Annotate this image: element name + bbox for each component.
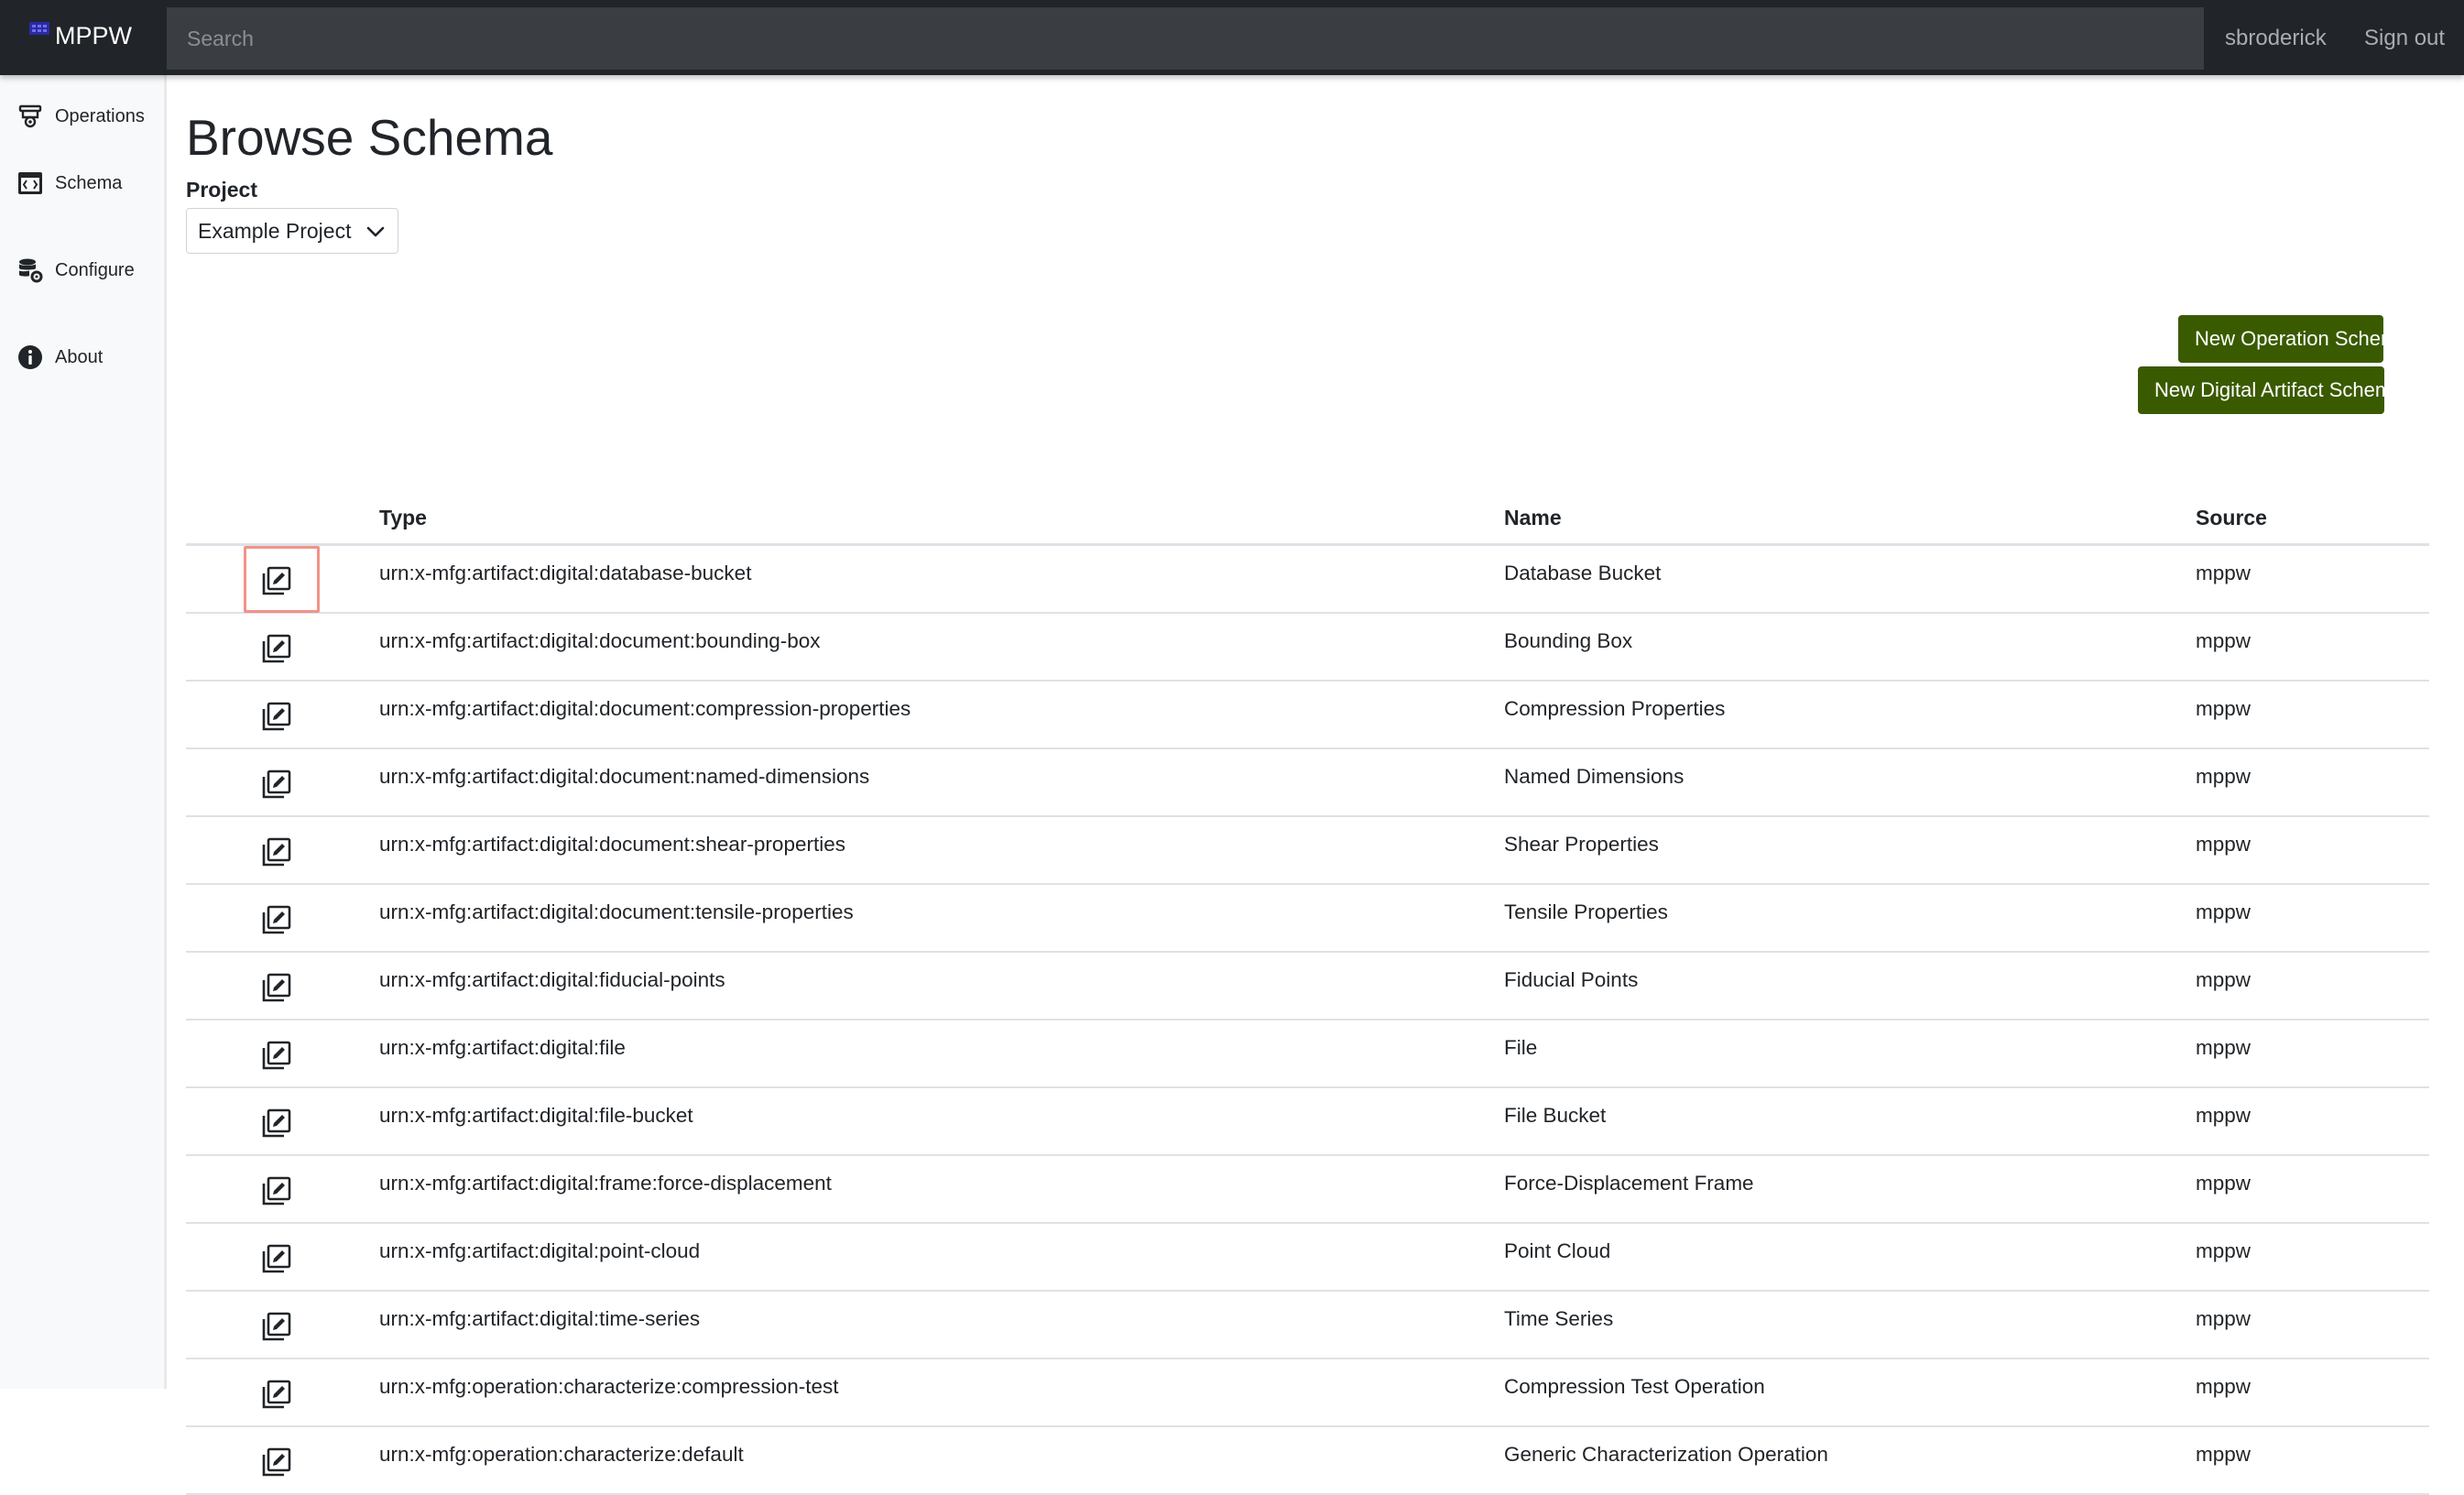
edit-icon[interactable] [261, 565, 292, 596]
cell-source: mppw [2196, 833, 2251, 856]
table-row [186, 614, 2429, 682]
cell-source: mppw [2196, 900, 2251, 923]
project-select-value: Example Project [198, 218, 352, 243]
cell-type: urn:x-mfg:artifact:digital:fiducial-points [379, 968, 725, 991]
edit-icon[interactable] [261, 701, 292, 732]
table-row [186, 1020, 2429, 1088]
table-row [186, 1359, 2429, 1427]
edit-icon[interactable] [261, 1175, 292, 1206]
cell-source: mppw [2196, 1443, 2251, 1466]
cell-type: urn:x-mfg:artifact:digital:document:bounding-box [379, 629, 821, 652]
page-title: Browse Schema [186, 109, 553, 166]
table-row [186, 749, 2429, 817]
cell-name: Named Dimensions [1504, 765, 1684, 788]
table-row [186, 1427, 2429, 1495]
cell-name: Compression Properties [1504, 697, 1726, 720]
cell-type: urn:x-mfg:artifact:digital:time-series [379, 1307, 701, 1330]
sidebar-item-operations[interactable] [16, 103, 145, 130]
brand-logo-icon [27, 20, 51, 40]
table-row [186, 817, 2429, 885]
sidebar-item-label: Operations [55, 105, 145, 126]
sidebar-item-label: Configure [55, 259, 135, 280]
cell-type: urn:x-mfg:artifact:digital:file [379, 1036, 626, 1059]
cell-source: mppw [2196, 1172, 2251, 1195]
edit-icon[interactable] [261, 1243, 292, 1274]
cell-source: mppw [2196, 1104, 2251, 1127]
cell-type: urn:x-mfg:artifact:digital:file-bucket [379, 1104, 693, 1127]
cell-name: Bounding Box [1504, 629, 1633, 652]
cell-source: mppw [2196, 629, 2251, 652]
edit-icon[interactable] [261, 769, 292, 800]
table-row [186, 546, 2429, 614]
edit-icon[interactable] [261, 972, 292, 1003]
info-icon [16, 344, 44, 371]
sidebar-item-about[interactable] [16, 344, 103, 371]
project-label: Project [186, 178, 257, 202]
cell-source: mppw [2196, 1375, 2251, 1398]
sidebar [0, 75, 167, 1389]
cell-type: urn:x-mfg:artifact:digital:frame:force-displacement [379, 1172, 832, 1195]
cell-name: Point Cloud [1504, 1239, 1611, 1262]
cell-type: urn:x-mfg:artifact:digital:database-bucket [379, 562, 752, 584]
table-row [186, 953, 2429, 1020]
schema-table [186, 423, 2429, 1495]
cell-name: Generic Characterization Operation [1504, 1443, 1828, 1466]
schema-icon [16, 169, 44, 197]
edit-icon[interactable] [261, 1446, 292, 1478]
header-source: Source [2196, 506, 2267, 529]
cell-name: Time Series [1504, 1307, 1614, 1330]
cell-type: urn:x-mfg:operation:characterize:compression-test [379, 1375, 839, 1398]
table-row [186, 1224, 2429, 1292]
cell-type: urn:x-mfg:artifact:digital:document:named-dimensions [379, 765, 870, 788]
cell-name: Database Bucket [1504, 562, 1662, 584]
project-select[interactable] [186, 208, 398, 254]
top-navbar [0, 0, 2464, 75]
edit-icon[interactable] [261, 1108, 292, 1139]
search-input[interactable] [167, 7, 2204, 70]
sign-out-link[interactable]: Sign out [2364, 26, 2446, 50]
operations-icon [16, 103, 44, 130]
table-row [186, 885, 2429, 953]
header-type: Type [379, 506, 427, 529]
cell-name: Shear Properties [1504, 833, 1659, 856]
cell-source: mppw [2196, 968, 2251, 991]
new-digital-artifact-schema-button[interactable]: New Digital Artifact Schema [2138, 366, 2384, 414]
username: sbroderick [2225, 26, 2327, 50]
cell-name: Tensile Properties [1504, 900, 1668, 923]
table-row [186, 1292, 2429, 1359]
cell-name: File Bucket [1504, 1104, 1607, 1127]
cell-type: urn:x-mfg:operation:characterize:default [379, 1443, 744, 1466]
cell-source: mppw [2196, 765, 2251, 788]
brand-name: MPPW [55, 22, 132, 49]
cell-source: mppw [2196, 1307, 2251, 1330]
edit-icon[interactable] [261, 633, 292, 664]
cell-name: Compression Test Operation [1504, 1375, 1765, 1398]
edit-icon[interactable] [261, 904, 292, 935]
cell-type: urn:x-mfg:artifact:digital:document:shear-properties [379, 833, 845, 856]
sidebar-item-schema[interactable] [16, 169, 122, 197]
main-content [167, 75, 2464, 1466]
cell-name: Force-Displacement Frame [1504, 1172, 1754, 1195]
sidebar-item-label: Schema [55, 172, 123, 193]
table-row [186, 1088, 2429, 1156]
new-operation-schema-button[interactable]: New Operation Schema [2178, 315, 2383, 363]
header-name: Name [1504, 506, 1562, 529]
table-row [186, 1156, 2429, 1224]
configure-icon [16, 256, 44, 284]
table-row [186, 682, 2429, 749]
edit-icon[interactable] [261, 836, 292, 868]
sidebar-item-configure[interactable] [16, 256, 135, 284]
table-body [186, 546, 2429, 1495]
cell-type: urn:x-mfg:artifact:digital:point-cloud [379, 1239, 701, 1262]
sidebar-item-label: About [55, 346, 104, 367]
brand[interactable] [27, 22, 132, 50]
cell-name: Fiducial Points [1504, 968, 1639, 991]
cell-source: mppw [2196, 1036, 2251, 1059]
cell-source: mppw [2196, 1239, 2251, 1262]
edit-icon[interactable] [261, 1311, 292, 1342]
cell-name: File [1504, 1036, 1538, 1059]
chevron-down-icon [365, 221, 387, 243]
cell-source: mppw [2196, 697, 2251, 720]
cell-source: mppw [2196, 562, 2251, 584]
table-header [186, 423, 2429, 546]
cell-type: urn:x-mfg:artifact:digital:document:compression-properties [379, 697, 911, 720]
edit-icon[interactable] [261, 1379, 292, 1410]
cell-type: urn:x-mfg:artifact:digital:document:tensile-properties [379, 900, 854, 923]
edit-icon[interactable] [261, 1040, 292, 1071]
